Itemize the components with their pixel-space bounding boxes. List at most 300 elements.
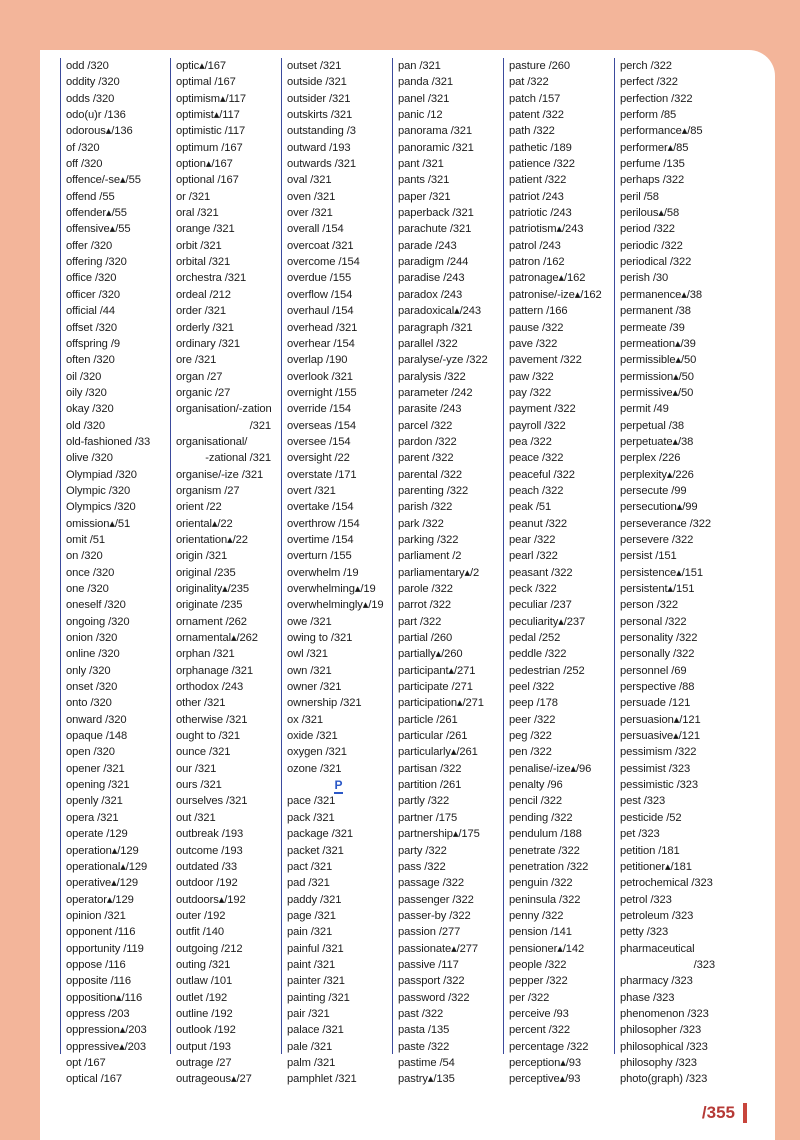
index-entry: penetrate /322 [509,844,580,857]
index-entry: peasant /322 [509,566,573,579]
index-columns [60,58,760,1086]
index-entry: partial /260 [398,632,453,645]
index-entry: only /320 [66,664,111,677]
index-entry: overwhelm /19 [287,566,359,579]
index-entry: penny /322 [509,909,564,922]
index-entry: outside /321 [287,76,347,89]
index-entry: penguin /322 [509,877,573,890]
index-entry: oppose /116 [66,958,126,971]
index-entry: orbital /321 [176,256,231,269]
index-entry: participant▴/271 [398,664,476,677]
index-entry: permeate /39 [620,321,685,334]
index-entry: -zational /321 [205,452,271,465]
index-entry: overdue /155 [287,272,352,285]
index-entry: parade /243 [398,239,457,252]
index-entry: pessimism /322 [620,746,697,759]
index-entry: outwards /321 [287,158,356,171]
index-entry: officer /320 [66,288,120,301]
index-entry: particle /261 [398,713,458,726]
index-entry: overcoat /321 [287,239,354,252]
index-entry: panda /321 [398,76,453,89]
index-entry: peer /322 [509,713,556,726]
index-entry: outdoors▴/192 [176,893,246,906]
index-entry: persecute /99 [620,484,687,497]
index-entry: pedestrian /252 [509,664,585,677]
index-entry: ordeal /212 [176,288,231,301]
index-entry: pastry▴/135 [398,1073,455,1086]
index-entry: overstate /171 [287,468,357,481]
index-entry: outlet /192 [176,991,228,1004]
index-entry: petrochemical /323 [620,877,713,890]
index-entry: panic /12 [398,109,443,122]
index-entry: patient /322 [509,174,567,187]
index-entry: oval /321 [287,174,332,187]
index-entry: percentage /322 [509,1040,589,1053]
index-entry: our /321 [176,762,217,775]
index-entry: penalise/-ize▴/96 [509,762,592,775]
index-entry: paradise /243 [398,272,465,285]
index-entry: outskirts /321 [287,109,353,122]
index-entry: patriot /243 [509,190,564,203]
index-entry: peg /322 [509,730,552,743]
index-entry: personally /322 [620,648,695,661]
index-entry: personal /322 [620,615,687,628]
index-entry: organ /27 [176,370,223,383]
index-entry: operational▴/129 [66,860,148,873]
page-number: /355 [702,1103,747,1123]
index-entry: outbreak /193 [176,828,244,841]
index-entry: parenting /322 [398,484,469,497]
index-entry: pear /322 [509,533,556,546]
index-entry: pendulum /188 [509,828,582,841]
index-entry: opt /167 [66,1056,106,1069]
index-entry: parachute /321 [398,223,472,236]
index-entry: operate /129 [66,828,128,841]
index-entry: perfect /322 [620,76,678,89]
index-entry: permissible▴/50 [620,354,697,367]
index-entry: overhead /321 [287,321,358,334]
index-entry: past /322 [398,1007,444,1020]
index-entry: pastime /54 [398,1056,455,1069]
index-entry: parole /322 [398,583,453,595]
index-entry: paper /321 [398,190,451,203]
index-entry: paragraph /321 [398,321,473,334]
index-entry: pessimist /323 [620,762,691,775]
index-entry: permanent /38 [620,305,691,318]
index-entry: petroleum /323 [620,909,694,922]
index-entry: performer▴/85 [620,141,689,154]
index-entry: parking /322 [398,533,459,546]
index-entry: office /320 [66,272,117,285]
index-entry: persistent▴/151 [620,583,695,595]
index-entry: organisation/-zation [176,403,272,416]
index-entry: other /321 [176,697,226,710]
index-entry: payroll /322 [509,419,566,432]
index-entry: partner /175 [398,811,458,824]
index-entry: omission▴/51 [66,517,131,530]
index-entry: peculiarity▴/237 [509,615,586,628]
index-entry: ought to /321 [176,730,241,743]
index-entry: out /321 [176,811,216,824]
index-entry: outrageous▴/27 [176,1073,252,1086]
index-entry: pencil /322 [509,795,563,808]
index-entry: petrol /323 [620,893,672,906]
index-entry: offering /320 [66,256,127,269]
index-entry: outsider /321 [287,92,351,105]
index-entry: peace /322 [509,452,564,465]
index-entry: owe /321 [287,615,332,628]
index-entry: odd /320 [66,60,109,72]
index-entry: overwhelmingly▴/19 [287,599,384,612]
index-entry: overhaul /154 [287,305,354,318]
index-entry: overlook /321 [287,370,353,383]
index-entry: paralysis /322 [398,370,466,383]
index-entry: optimism▴/117 [176,92,247,105]
index-entry: onset /320 [66,681,118,694]
index-entry: odorous▴/136 [66,125,133,138]
index-entry: pesticide /52 [620,811,682,824]
index-entry: parliament /2 [398,550,462,563]
index-entry: penetration /322 [509,860,589,873]
index-entry: panoramic /321 [398,141,474,154]
index-entry: park /322 [398,517,444,530]
index-entry: orbit /321 [176,239,222,252]
index-entry: photo(graph) /323 [620,1073,708,1086]
index-entry: penalty /96 [509,779,563,792]
index-entry: ornament /262 [176,615,247,628]
index-entry: pants /321 [398,174,450,187]
index-entry: passer-by /322 [398,909,471,922]
index-entry: official /44 [66,305,115,318]
index-entry: parental /322 [398,468,463,481]
index-entry: oral /321 [176,207,219,220]
index-entry: overlap /190 [287,354,348,367]
index-entry: personnel /69 [620,664,687,677]
index-entry: pardon /322 [398,435,457,448]
index-entry: offer /320 [66,239,113,252]
index-entry: package /321 [287,828,353,841]
index-entry: patron /162 [509,256,565,269]
index-entry: persuasive▴/121 [620,730,700,743]
index-entry: patronage▴/162 [509,272,586,285]
index-entry: paste /322 [398,1040,450,1053]
index-entry: ox /321 [287,713,323,726]
index-entry: old-fashioned /33 [66,435,151,448]
section-letter [287,777,390,793]
index-entry: patch /157 [509,92,561,105]
index-entry: origin /321 [176,550,228,563]
index-entry: oppressive▴/203 [66,1040,146,1053]
index-entry: odo(u)r /136 [66,109,126,122]
index-entry: once /320 [66,566,115,579]
index-entry: outline /192 [176,1007,233,1020]
index-entry: philosopher /323 [620,1024,702,1037]
index-entry: over /321 [287,207,333,220]
index-entry: period /322 [620,223,675,236]
index-entry: peddle /322 [509,648,567,661]
index-entry: option▴/167 [176,158,233,171]
index-entry: order /321 [176,305,226,318]
index-entry: outset /321 [287,60,342,72]
index-entry: perspective /88 [620,681,695,694]
index-entry: pamphlet /321 [287,1073,357,1086]
index-entry: packet /321 [287,844,344,857]
index-entry: ongoing /320 [66,615,130,628]
index-entry: parrot /322 [398,599,452,612]
index-entry: operative▴/129 [66,877,139,890]
index-entry: peril /58 [620,190,659,203]
index-entry: overt /321 [287,484,336,497]
index-entry: originality▴/235 [176,583,250,595]
index-entry: oppress /203 [66,1007,130,1020]
index-entry: phase /323 [620,991,675,1004]
index-entry: party /322 [398,844,447,857]
index-entry: passenger /322 [398,893,474,906]
index-entry: pat /322 [509,76,549,89]
index-entry: overall /154 [287,223,344,236]
index-entry: palace /321 [287,1024,344,1037]
index-entry: participation▴/271 [398,697,484,710]
index-entry: persuasion▴/121 [620,713,701,726]
index-entry: opposite /116 [66,975,132,988]
index-entry: pasta /135 [398,1024,450,1037]
index-entry: overflow /154 [287,288,353,301]
index-entry: perpetuate▴/38 [620,435,694,448]
index-entry: petitioner▴/181 [620,860,692,873]
index-entry: peculiar /237 [509,599,572,612]
index-entry: organic /27 [176,386,231,399]
index-entry: owl /321 [287,648,328,661]
index-entry: off /320 [66,158,103,171]
index-entry: peck /322 [509,583,557,595]
index-column-4 [392,58,501,1086]
index-entry: patience /322 [509,158,575,171]
index-entry: orphan /321 [176,648,235,661]
index-entry: petition /181 [620,844,680,857]
index-column-6 [614,58,723,1086]
index-entry: organism /27 [176,484,240,497]
index-entry: offspring /9 [66,337,120,350]
index-entry: orthodox /243 [176,681,244,694]
index-entry: peninsula /322 [509,893,581,906]
index-entry: perplexity▴/226 [620,468,694,481]
index-entry: perform /85 [620,109,677,122]
index-entry: perceptive▴/93 [509,1073,581,1086]
index-entry: paradox /243 [398,288,463,301]
index-entry: overtime /154 [287,533,354,546]
index-entry: optic▴/167 [176,60,227,72]
index-entry: optical /167 [66,1073,123,1086]
index-entry: onward /320 [66,713,127,726]
index-entry: orient /22 [176,501,222,514]
index-entry: perseverance /322 [620,517,711,530]
index-entry: oxygen /321 [287,746,347,759]
index-entry: /323 [693,958,715,971]
index-entry: paddy /321 [287,893,342,906]
index-entry: person /322 [620,599,678,612]
index-entry: performance▴/85 [620,125,703,138]
index-entry: overwhelming▴/19 [287,583,376,595]
index-entry: outlaw /101 [176,975,233,988]
index-entry: particular /261 [398,730,468,743]
index-entry: peaceful /322 [509,468,575,481]
index-entry: parish /322 [398,501,453,514]
index-entry: odds /320 [66,92,115,105]
index-entry: overnight /155 [287,386,357,399]
index-entry: overturn /155 [287,550,352,563]
index-entry: passport /322 [398,975,465,988]
index-entry: overhear /154 [287,337,355,350]
index-entry: parcel /322 [398,419,453,432]
index-entry: perhaps /322 [620,174,685,187]
index-entry: ounce /321 [176,746,231,759]
index-entry: parent /322 [398,452,454,465]
index-entry: permission▴/50 [620,370,694,383]
index-entry: ornamental▴/262 [176,632,258,645]
index-entry: ordinary /321 [176,337,241,350]
index-entry: old /320 [66,419,106,432]
index-entry: offender▴/55 [66,207,127,220]
index-entry: often /320 [66,354,115,367]
index-entry: one /320 [66,583,109,595]
index-entry: okay /320 [66,403,114,416]
index-entry: pasture /260 [509,60,570,72]
index-entry: opportunity /119 [66,942,144,955]
index-entry: partly /322 [398,795,450,808]
index-entry: outfit /140 [176,926,225,939]
index-entry: overseas /154 [287,419,356,432]
index-entry: optional /167 [176,174,239,187]
index-entry: permanence▴/38 [620,288,702,301]
index-entry: perilous▴/58 [620,207,680,220]
index-entry: pavement /322 [509,354,582,367]
index-entry: ore /321 [176,354,217,367]
index-entry: philosophical /323 [620,1040,708,1053]
index-entry: output /193 [176,1040,231,1053]
index-entry: pan /321 [398,60,441,72]
index-entry: opening /321 [66,779,130,792]
index-entry: pension /141 [509,926,572,939]
index-entry: philosophy /323 [620,1056,697,1069]
index-entry: organisational/ [176,435,248,448]
index-column-1 [60,58,169,1086]
index-entry: phenomenon /323 [620,1007,709,1020]
index-entry: organise/-ize /321 [176,468,264,481]
index-entry: patronise/-ize▴/162 [509,288,602,301]
index-entry: optimist▴/117 [176,109,240,122]
index-entry: passion /277 [398,926,461,939]
index-entry: overtake /154 [287,501,354,514]
index-entry: perpetual /38 [620,419,685,432]
index-entry: personality /322 [620,632,698,645]
index-entry: oppression▴/203 [66,1024,147,1037]
index-entry: online /320 [66,648,120,661]
index-entry: patriotism▴/243 [509,223,584,236]
index-entry: patent /322 [509,109,564,122]
index-entry: pave /322 [509,337,558,350]
index-entry: part /322 [398,615,442,628]
index-entry: omit /51 [66,533,105,546]
index-entry: people /322 [509,958,567,971]
index-entry: patriotic /243 [509,207,572,220]
index-entry: peel /322 [509,681,555,694]
index-entry: opener /321 [66,762,125,775]
index-entry: per /322 [509,991,550,1004]
index-entry: Olympiad /320 [66,468,137,481]
index-entry: paw /322 [509,370,554,383]
index-entry: parliamentary▴/2 [398,566,480,579]
index-entry: operation▴/129 [66,844,139,857]
index-entry: pad /321 [287,877,330,890]
index-entry: of /320 [66,141,100,154]
index-entry: pharmacy /323 [620,975,693,988]
index-entry: or /321 [176,190,211,203]
index-entry: opera /321 [66,811,119,824]
index-entry: ourselves /321 [176,795,248,808]
index-entry: operator▴/129 [66,893,134,906]
index-entry: palm /321 [287,1056,336,1069]
index-entry: panel /321 [398,92,450,105]
index-entry: persuade /121 [620,697,691,710]
index-entry: perfume /135 [620,158,685,171]
index-entry: pea /322 [509,435,552,448]
index-entry: percent /322 [509,1024,570,1037]
index-entry: outdoor /192 [176,877,238,890]
index-entry: passionate▴/277 [398,942,479,955]
index-entry: passive /117 [398,958,459,971]
index-entry: perplex /226 [620,452,681,465]
index-entry: open /320 [66,746,115,759]
index-entry: passage /322 [398,877,464,890]
index-entry: peanut /322 [509,517,568,530]
index-entry: parallel /322 [398,337,458,350]
index-entry: opinion /321 [66,909,126,922]
index-entry: pest /323 [620,795,666,808]
index-entry: periodical /322 [620,256,692,269]
index-entry: pensioner▴/142 [509,942,585,955]
index-entry: on /320 [66,550,103,563]
index-entry: persistence▴/151 [620,566,704,579]
index-entry: pattern /166 [509,305,568,318]
index-entry: outgoing /212 [176,942,243,955]
index-entry: oily /320 [66,386,107,399]
index-entry: pace /321 [287,795,336,808]
index-entry: pair /321 [287,1007,330,1020]
index-entry: Olympics /320 [66,501,136,514]
index-entry: offend /55 [66,190,115,203]
index-entry: outcome /193 [176,844,243,857]
index-entry: oriental▴/22 [176,517,233,530]
index-entry: pact /321 [287,860,333,873]
index-entry: pearl /322 [509,550,558,563]
index-entry: persist /151 [620,550,677,563]
dictionary-index-page [40,50,775,1140]
index-entry: partially▴/260 [398,648,463,661]
index-entry: oven /321 [287,190,336,203]
index-entry: oversight /22 [287,452,350,465]
index-entry: permissive▴/50 [620,386,694,399]
index-entry: orphanage /321 [176,664,253,677]
index-entry: Olympic /320 [66,484,131,497]
index-entry: path /322 [509,125,555,138]
index-entry: pedal /252 [509,632,561,645]
index-entry: opaque /148 [66,730,128,743]
index-entry: otherwise /321 [176,713,248,726]
index-entry: pay /322 [509,386,552,399]
index-entry: own /321 [287,664,332,677]
index-entry: pause /322 [509,321,564,334]
index-entry: original /235 [176,566,236,579]
